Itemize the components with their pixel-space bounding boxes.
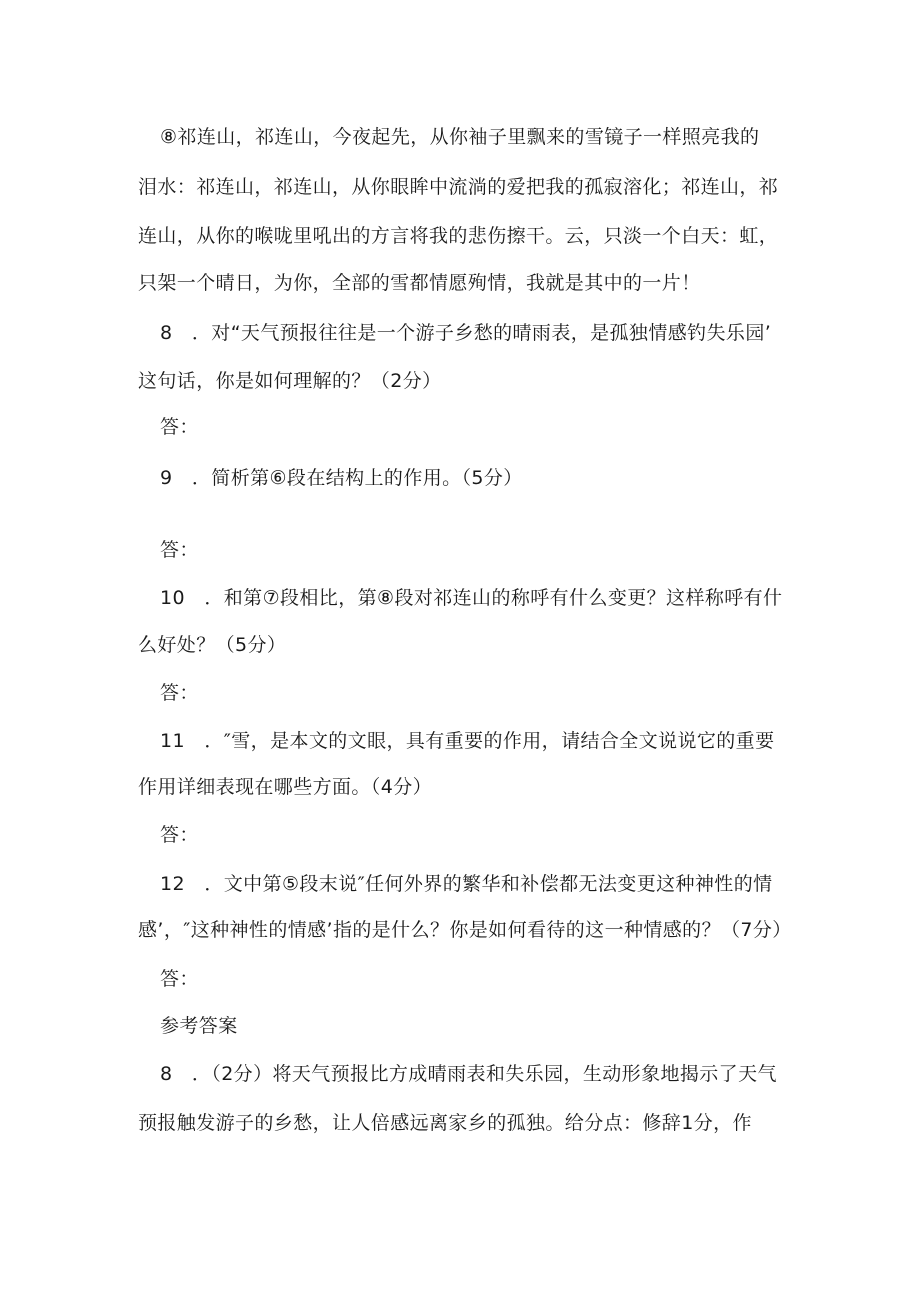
- reference-answer-8-line-2: 预报触发游子的乡愁，让人倍感远离家乡的孤独。给分点：修辞1分，作: [138, 1112, 752, 1134]
- question-12-line-2: 感’，″这种神性的情感’指的是什么？你是如何看待的这一种情感的？（7分）: [138, 919, 792, 941]
- question-12-line-1: 12 ．文中第⑤段末说″任何外界的繁华和补偿都无法变更这种神性的情: [160, 873, 773, 895]
- question-12-answer-label: 答：: [160, 968, 199, 990]
- paragraph-8-line-3: 连山，从你的喉咙里吼出的方言将我的悲伤擦干。云，只淡一个白天：虹，: [138, 225, 779, 247]
- question-9-line-1: 9 ．简析第⑥段在结构上的作用。（5分）: [160, 467, 523, 489]
- reference-heading: 参考答案: [160, 1015, 238, 1037]
- question-8-line-2: 这句话，你是如何理解的？（2分）: [138, 370, 442, 392]
- question-11-line-1: 11 ．″雪，是本文的文眼，具有重要的作用，请结合全文说说它的重要: [160, 730, 775, 752]
- question-10-line-2: 么好处？（5分）: [138, 634, 287, 656]
- question-10-answer-label: 答：: [160, 682, 199, 704]
- question-9-answer-label: 答：: [160, 539, 199, 561]
- paragraph-8-line-4: 只架一个晴日，为你，全部的雪都情愿殉情，我就是其中的一片！: [138, 272, 701, 294]
- question-11-line-2: 作用详细表现在哪些方面。（4分）: [138, 776, 432, 798]
- question-11-answer-label: 答：: [160, 824, 199, 846]
- question-8-answer-label: 答：: [160, 416, 199, 438]
- reference-answer-8-line-1: 8 ．（2分）将天气预报比方成晴雨表和失乐园，生动形象地揭示了天气: [160, 1063, 777, 1085]
- question-10-line-1: 10 ．和第⑦段相比，第⑧段对祁连山的称呼有什么变更？这样称呼有什: [160, 587, 783, 609]
- paragraph-8-line-2: 泪水：祁连山，祁连山，从你眼眸中流淌的爱把我的孤寂溶化；祁连山，祁: [138, 176, 779, 198]
- paragraph-8-line-1: ⑧祁连山，祁连山，今夜起先，从你袖子里飘来的雪镜子一样照亮我的: [160, 126, 760, 148]
- question-8-line-1: 8 ．对“天气预报往往是一个游子乡愁的晴雨表，是孤独情感钓失乐园’: [160, 322, 772, 344]
